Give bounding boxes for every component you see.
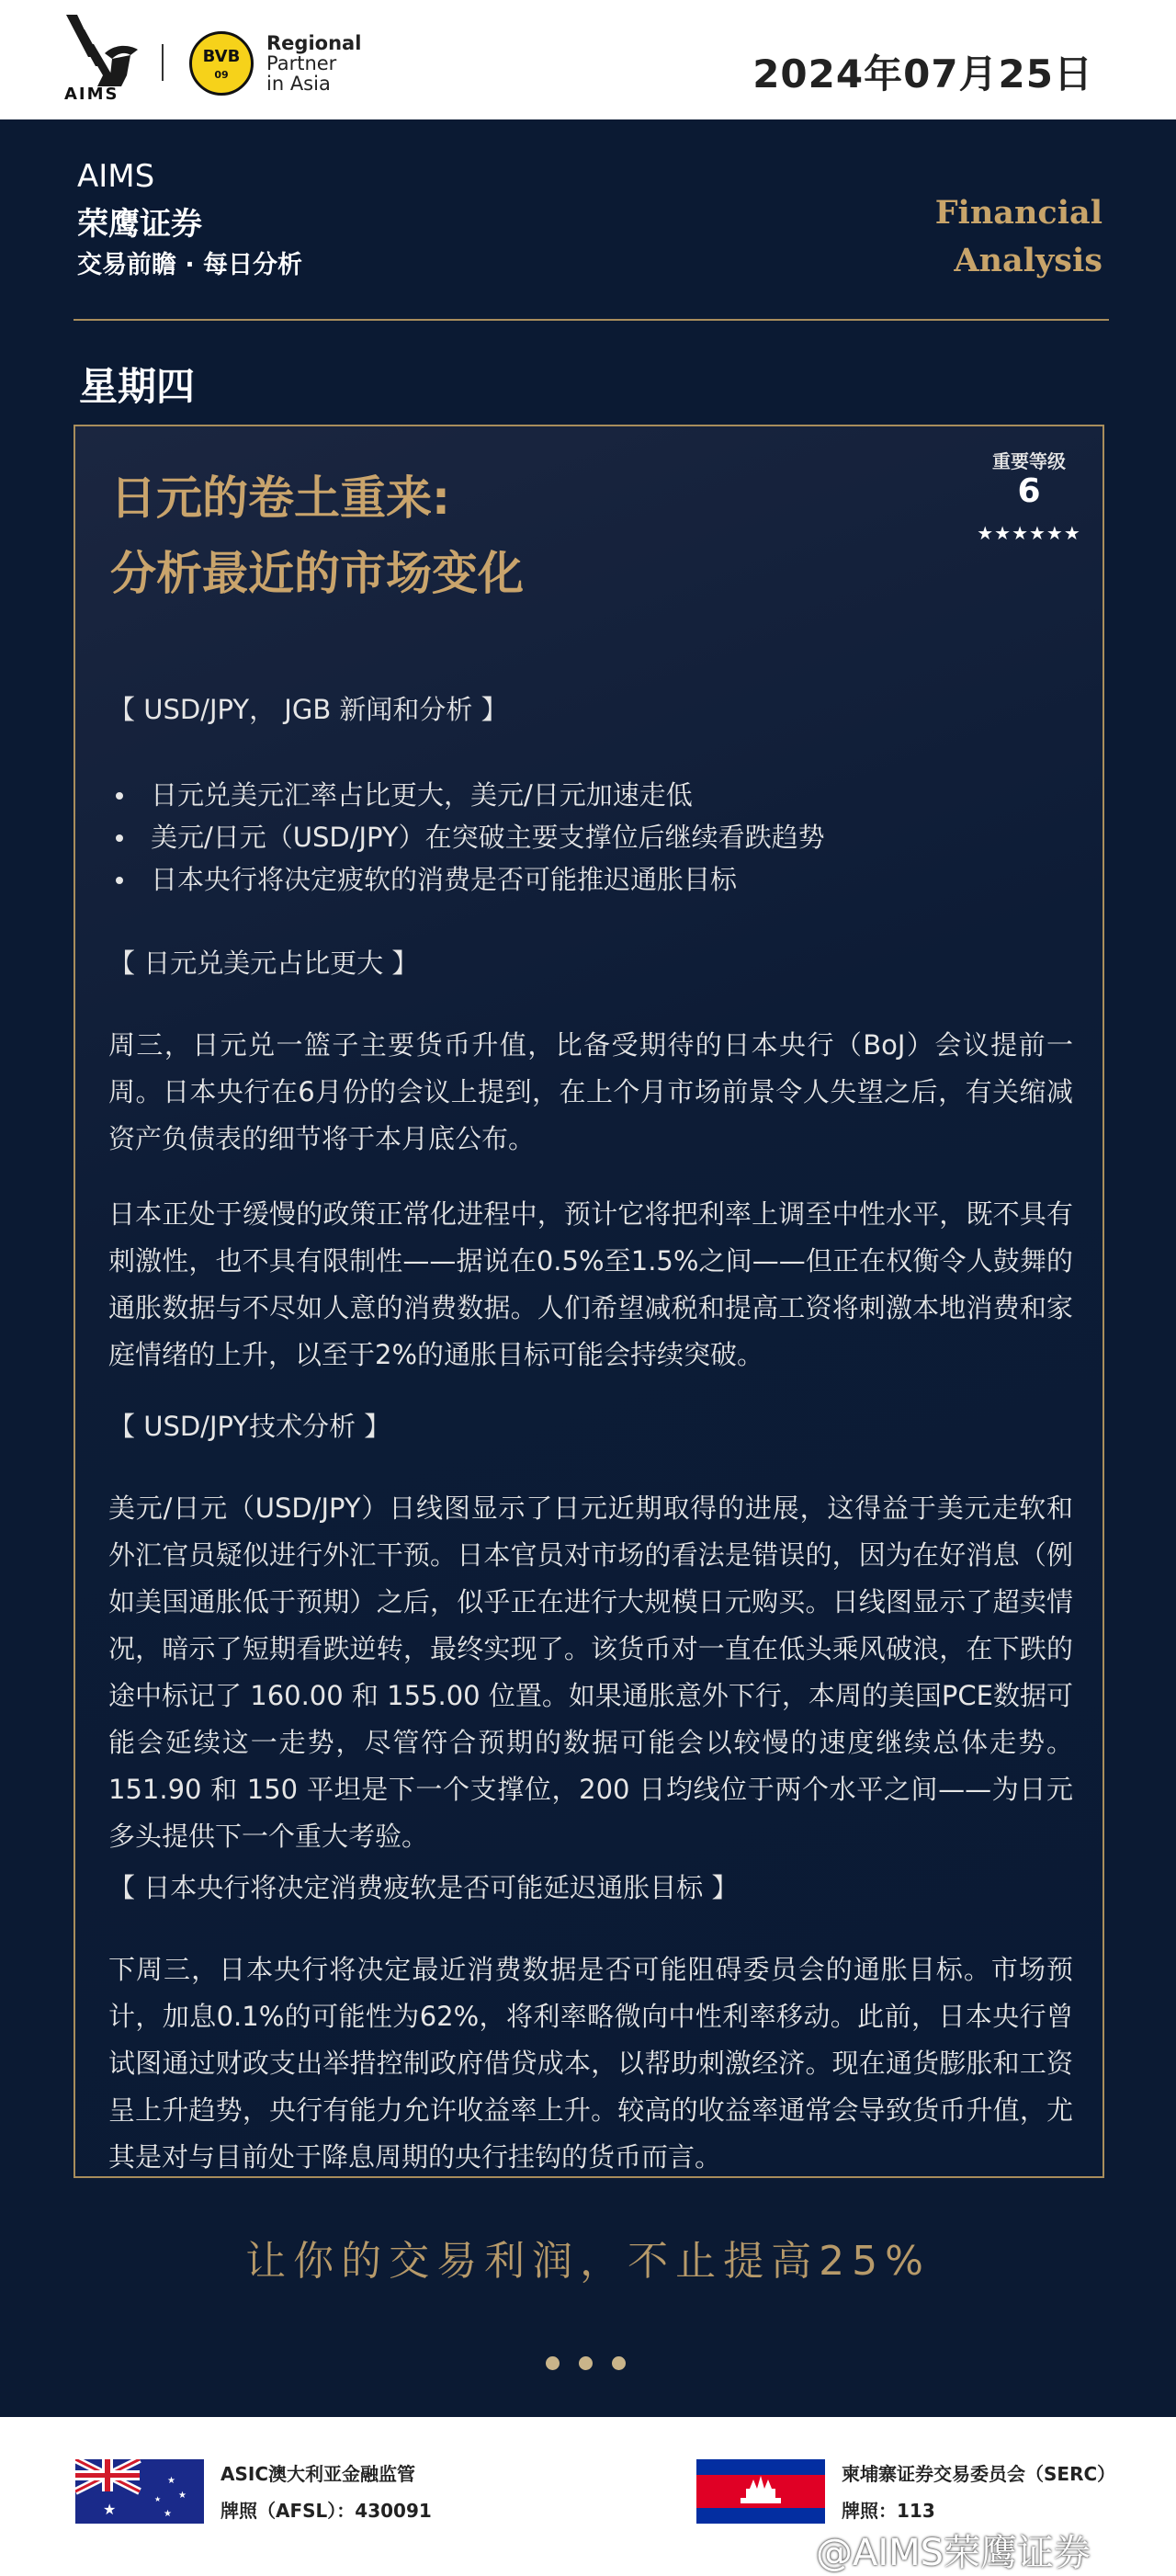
- svg-text:★: ★: [167, 2476, 175, 2486]
- article-title-line1: 日元的卷土重来:: [110, 471, 450, 525]
- carousel-dots: [546, 2356, 638, 2375]
- logo-divider: [162, 44, 164, 81]
- carousel-dot[interactable]: [546, 2356, 560, 2370]
- list-item: 日元兑美元汇率占比更大，美元/日元加速走低: [108, 774, 1073, 816]
- financial-analysis-label: [935, 189, 1102, 285]
- partner-line3: in Asia: [266, 73, 331, 95]
- fa-line2: Analysis: [954, 242, 1102, 279]
- svg-text:★: ★: [178, 2491, 187, 2501]
- fa-line1: Financial: [934, 194, 1102, 232]
- partner-text: [266, 33, 361, 94]
- serc-regulator: 柬埔寨证券交易委员会（SERC）: [842, 2463, 1116, 2485]
- importance-stars: ★★★★★★: [977, 522, 1081, 544]
- carousel-dot[interactable]: [612, 2356, 626, 2370]
- serc-license: 牌照：113: [842, 2500, 935, 2522]
- asic-regulator: ASIC澳大利亚金融监管: [220, 2463, 416, 2485]
- cambodia-flag-icon: [696, 2459, 825, 2524]
- list-item: 美元/日元（USD/JPY）在突破主要支撑位后继续看跌趋势: [108, 816, 1073, 858]
- paragraph-4: 下周三，日本央行将决定最近消费数据是否可能阻碍委员会的通胀目标。市场预计，加息0.1%的可能性为62%，将利率略微向中性利率移动。此前，日本央行曾试图通过财政支出举措控制政府借贷成本，以帮助刺激经济。现在通货膨胀和工资呈上升趋势，央行有能力允许收益率上升。较高的收益率通常会导致货币升值，尤其是对与目前处于降息周期的央行挂钩的货币而言。: [108, 1954, 1073, 2173]
- partner-line1: Regional: [266, 32, 362, 54]
- section-heading-boj: 【 日本央行将决定消费疲软是否可能延迟通胀目标 】: [108, 1872, 739, 1903]
- carousel-dot[interactable]: [579, 2356, 593, 2370]
- gold-divider: [74, 319, 1109, 321]
- svg-text:★: ★: [164, 2509, 172, 2519]
- brand-cn: 荣鹰证券: [77, 206, 202, 243]
- section-heading-technical: 【 USD/JPY技术分析 】: [108, 1411, 391, 1442]
- aims-logo-text: AIMS: [64, 85, 119, 104]
- report-date: 2024年07月25日: [752, 51, 1093, 96]
- watermark: @AIMS荣鹰证券: [816, 2532, 1091, 2574]
- key-points-list: [108, 774, 1073, 901]
- bvb-partner-badge: [189, 31, 254, 96]
- brand-en: AIMS: [77, 158, 155, 195]
- bvb-badge-text: BVB: [202, 47, 241, 66]
- importance-value: 6: [1017, 472, 1041, 510]
- svg-text:★: ★: [103, 2501, 117, 2518]
- australia-flag-icon: [75, 2459, 204, 2524]
- article-title-line2: 分析最近的市场变化: [110, 547, 524, 600]
- asic-license: 牌照（AFSL）：430091: [220, 2500, 432, 2522]
- slogan: 让你的交易利润，不止提高25%: [245, 2238, 931, 2285]
- weekday-heading: 星期四: [79, 364, 196, 409]
- paragraph-1: 周三，日元兑一篮子主要货币升值，比备受期待的日本央行（BoJ）会议提前一周。日本央行在6月份的会议上提到，在上个月市场前景令人失望之后，有关缩减资产负债表的细节将于本月底公布。: [108, 1029, 1073, 1154]
- importance-label: 重要等级: [992, 450, 1066, 472]
- paragraph-3: 美元/日元（USD/JPY）日线图显示了日元近期取得的进展，这得益于美元走软和外汇官员疑似进行外汇干预。日本官员对市场的看法是错误的，因为在好消息（例如美国通胀低于预期）之后，似乎正在进行大规模日元购买。日线图显示了超卖情况，暗示了短期看跌逆转，最终实现了。该货币对一直在低头乘风破浪，在下跌的途中标记了 160.00 和 155.00 位置。如果通胀意外下行，本周的美国PCE数据可能会延续这一走势，尽管符合预期的数据可能会以较慢的速度继续总体走势。151.90 和 150 平坦是下一个支撑位，200 日均线位于两个水平之间——为日元多头提供下一个重大考验。: [108, 1492, 1073, 1852]
- bvb-badge-number: 09: [214, 69, 229, 81]
- section-heading-news: 【 USD/JPY， JGB 新闻和分析 】: [108, 694, 508, 725]
- svg-text:★: ★: [154, 2495, 162, 2503]
- paragraph-2: 日本正处于缓慢的政策正常化进程中，预计它将把利率上调至中性水平，既不具有刺激性，也不具有限制性——据说在0.5%至1.5%之间——但正在权衡令人鼓舞的通胀数据与不尽如人意的消费数据。人们希望减税和提高工资将刺激本地消费和家庭情绪的上升，以至于2%的通胀目标可能会持续突破。: [108, 1198, 1073, 1370]
- panel-subtitle: 交易前瞻 · 每日分析: [77, 251, 303, 279]
- list-item: 日本央行将决定疲软的消费是否可能推迟通胀目标: [108, 858, 1073, 901]
- section-heading-yen: 【 日元兑美元占比更大 】: [108, 948, 419, 979]
- partner-line2: Partner: [266, 52, 337, 74]
